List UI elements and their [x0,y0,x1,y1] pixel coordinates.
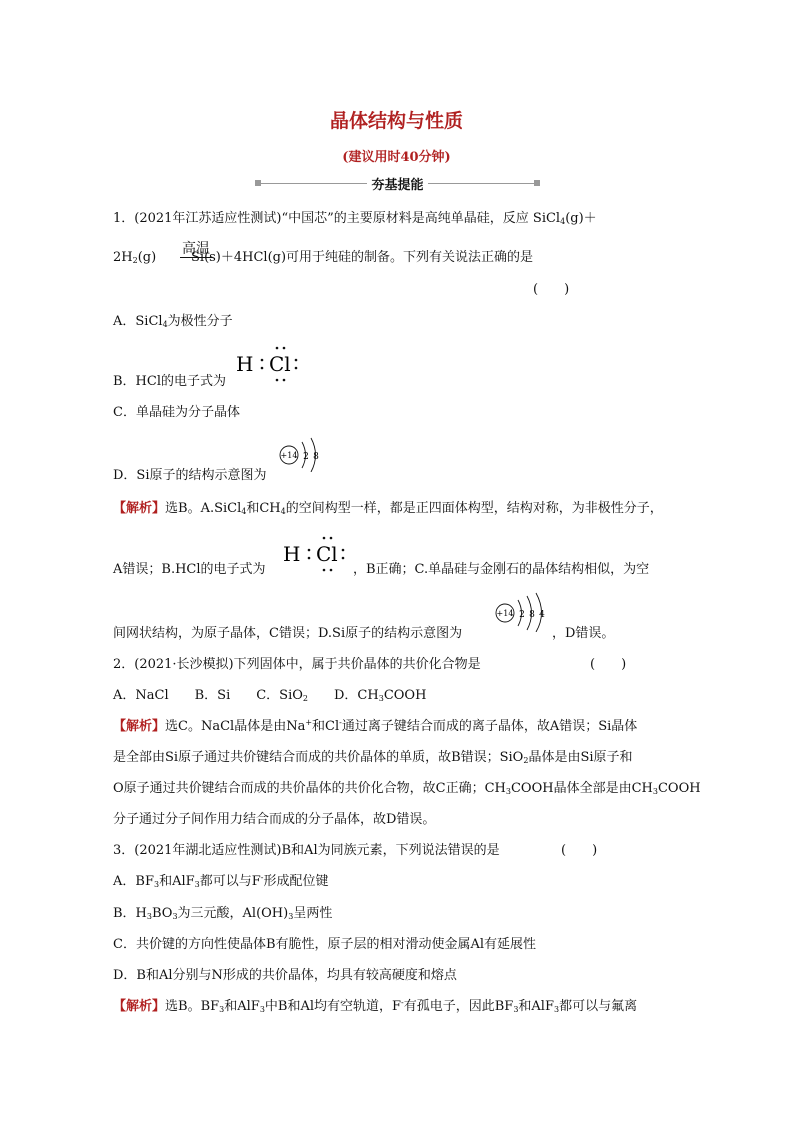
shell-1-count: 2 [303,452,309,462]
lewis-dot [283,347,286,350]
q1-condition: 高温 [182,241,210,257]
q2-stem: 2．(2021·长沙模拟)下列固体中，属于共价晶体的共价化合物是 [113,657,481,672]
shell-2-count: 8 [313,452,319,462]
q1-analysis-line1: 【解析】选B。A.SiCl$_4$和$CH_4$的空间构型一样，都是正四面体构型，结构对称，为非极性分子， [113,501,663,516]
shell-3-count: 4 [539,610,545,620]
lewis-dot [261,367,264,370]
section-banner [255,174,540,194]
q1-option-d: D．Si原子的结构示意图为 [113,468,267,483]
lewis-dot [323,537,326,540]
lewis-dot [330,537,333,540]
lewis-dot [283,379,286,382]
lewis-h-label: H [283,542,301,566]
q1-analysis-line2-a: A错误；B.HCl的电子式为 [113,562,266,577]
lewis-dot [308,557,311,560]
lewis-dot [261,359,264,362]
q1-answer-bracket: ( ) [533,282,570,297]
q1-option-b: B．HCl的电子式为 [113,374,226,389]
lewis-dot [342,557,345,560]
lewis-cl-label: Cl [316,542,338,566]
shell-2-count: 8 [529,610,535,620]
q2-analysis-line1: 【解析】选C。NaCl晶体是由Na+和Cl-通过离子键结合而成的离子晶体，故A错误；Si晶体 [113,718,638,734]
q3-option-d: D．B和Al分别与N形成的共价晶体，均具有较高硬度和熔点 [113,968,457,983]
q1-analysis-line2-b: ，B正确；C.单晶硅与金刚石的晶体结构相似，为空 [353,562,650,577]
q3-answer-bracket: ( ) [561,843,598,858]
nucleus-label: +14 [496,609,514,618]
q3-option-a: A．$BF_3$和AlF$_3$都可以与F-形成配位键 [113,873,329,889]
q1-stem-line2: $2H_2(g)$ [113,250,157,265]
lewis-dot [295,367,298,370]
q1-option-c: C．单晶硅为分子晶体 [113,405,240,420]
hcl-lewis-structure-a [234,343,306,385]
nucleus-label: +14 [280,451,298,460]
q1-stem-line2-rest: Si(s)＋4HCl(g)可用于纯硅的制备。下列有关说法正确的是 [191,250,534,265]
lewis-dot [295,359,298,362]
q2-answer-bracket: ( ) [590,657,627,672]
q2-analysis-line3: O原子通过共价键结合而成的共价晶体的共价化合物，故C正确；$CH_3COOH$晶体全部是由$CH_3COOH$ [113,781,701,796]
shell-1-count: 2 [519,610,525,620]
q3-option-c: C．共价键的方向性使晶体B有脆性，原子层的相对滑动使金属Al有延展性 [113,937,537,952]
si-atom-diagram-a [277,436,327,472]
lewis-dot [342,549,345,552]
page-subtitle: (建议用时40分钟) [342,150,451,165]
si-atom-diagram-b [493,592,555,632]
q1-analysis-line3-b: ，D错误。 [552,626,615,641]
page-title: 晶体结构与性质 [329,110,463,132]
lewis-cl-label: Cl [269,352,291,376]
lewis-dot [323,569,326,572]
q1-analysis-line3-a: 间网状结构，为原子晶体，C错误；D.Si原子的结构示意图为 [113,626,463,641]
lewis-dot [308,549,311,552]
q3-option-b: B．$H_3BO_3$为三元酸，$Al(OH)_3$呈两性 [113,906,333,921]
q1-stem-line1: 1．(2021年江苏适应性测试)“中国芯”的主要原材料是高纯单晶硅，反应 SiCl$_4$(g)＋ [113,211,597,226]
hcl-lewis-structure-b [281,533,353,575]
lewis-dot [276,347,279,350]
lewis-dot [330,569,333,572]
q1-option-a: A．SiCl$_4$为极性分子 [113,314,233,329]
q2-analysis-line2: 是全部由Si原子通过共价键结合而成的共价晶体的单质，故B错误；SiO$_2$晶体是由Si原子和 [113,750,633,765]
lewis-dot [276,379,279,382]
q3-stem: 3．(2021年湖北适应性测试)B和Al为同族元素，下列说法错误的是 [113,843,500,858]
q3-analysis-line1: 【解析】选B。$BF_3$和AlF$_3$中B和Al均有空轨道，F-有孤电子，因此$BF_3$和AlF$_3$都可以与氟离 [113,998,638,1014]
section-label: 夯基提能 [255,174,540,193]
q2-analysis-line4: 分子通过分子间作用力结合而成的分子晶体，故D错误。 [113,812,436,827]
q2-options: A．NaCl B．Si C．SiO$_2$ D．$CH_3COOH$ [113,688,427,703]
lewis-h-label: H [236,352,254,376]
